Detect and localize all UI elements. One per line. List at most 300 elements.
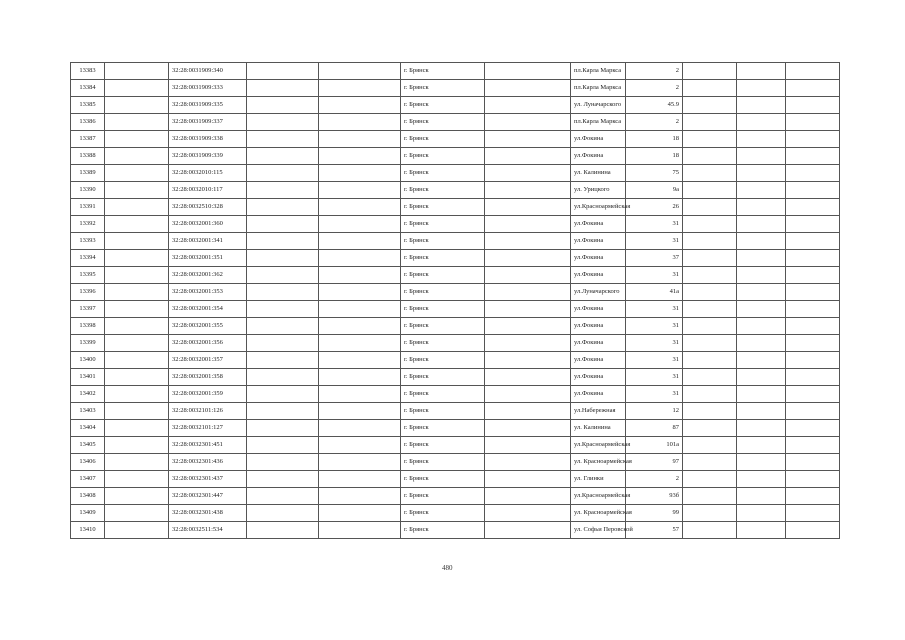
cadastral-number-cell: 32:28:0031909:335 — [169, 97, 247, 114]
house-number-cell: 18 — [626, 131, 683, 148]
row-number-cell: 13400 — [71, 352, 105, 369]
empty-cell — [737, 471, 786, 488]
empty-cell — [319, 97, 401, 114]
empty-cell — [105, 352, 169, 369]
row-number-cell: 13402 — [71, 386, 105, 403]
empty-cell — [737, 182, 786, 199]
empty-cell — [737, 352, 786, 369]
empty-cell — [786, 199, 840, 216]
cadastral-number-cell: 32:28:0032001:357 — [169, 352, 247, 369]
table-row — [71, 148, 840, 165]
empty-cell — [247, 352, 319, 369]
house-number-cell: 31 — [626, 335, 683, 352]
empty-cell — [319, 131, 401, 148]
empty-cell — [737, 369, 786, 386]
empty-cell — [105, 182, 169, 199]
row-number-cell: 13394 — [71, 250, 105, 267]
empty-cell — [247, 250, 319, 267]
cadastral-number-cell: 32:28:0032010:117 — [169, 182, 247, 199]
empty-cell — [683, 114, 737, 131]
row-number-cell: 13403 — [71, 403, 105, 420]
empty-cell — [247, 131, 319, 148]
empty-cell — [319, 386, 401, 403]
empty-cell — [485, 199, 571, 216]
empty-cell — [247, 335, 319, 352]
city-cell: г. Брянск — [401, 522, 485, 539]
empty-cell — [319, 80, 401, 97]
empty-cell — [319, 318, 401, 335]
empty-cell — [683, 335, 737, 352]
city-cell: г. Брянск — [401, 454, 485, 471]
empty-cell — [319, 199, 401, 216]
house-number-cell: 101а — [626, 437, 683, 454]
table-row — [71, 335, 840, 352]
empty-cell — [319, 250, 401, 267]
empty-cell — [319, 148, 401, 165]
empty-cell — [786, 131, 840, 148]
empty-cell — [247, 522, 319, 539]
empty-cell — [485, 386, 571, 403]
cadastral-number-cell: 32:28:0032301:447 — [169, 488, 247, 505]
house-number-cell: 2 — [626, 471, 683, 488]
city-cell: г. Брянск — [401, 369, 485, 386]
cadastral-number-cell: 32:28:0032001:341 — [169, 233, 247, 250]
empty-cell — [683, 284, 737, 301]
street-cell: ул.Фокина — [571, 216, 626, 233]
empty-cell — [485, 182, 571, 199]
empty-cell — [737, 505, 786, 522]
empty-cell — [737, 284, 786, 301]
row-number-cell: 13384 — [71, 80, 105, 97]
house-number-cell: 41а — [626, 284, 683, 301]
table-row — [71, 318, 840, 335]
empty-cell — [247, 369, 319, 386]
empty-cell — [683, 216, 737, 233]
cadastral-number-cell: 32:28:0031909:337 — [169, 114, 247, 131]
empty-cell — [105, 403, 169, 420]
city-cell: г. Брянск — [401, 471, 485, 488]
empty-cell — [737, 131, 786, 148]
empty-cell — [485, 454, 571, 471]
city-cell: г. Брянск — [401, 488, 485, 505]
house-number-cell: 31 — [626, 386, 683, 403]
street-cell: ул. Софьи Перовской — [571, 522, 626, 539]
empty-cell — [319, 454, 401, 471]
house-number-cell: 26 — [626, 199, 683, 216]
city-cell: г. Брянск — [401, 386, 485, 403]
empty-cell — [683, 199, 737, 216]
empty-cell — [683, 165, 737, 182]
empty-cell — [247, 318, 319, 335]
empty-cell — [485, 216, 571, 233]
empty-cell — [319, 352, 401, 369]
cadastral-number-cell: 32:28:0032301:437 — [169, 471, 247, 488]
house-number-cell: 12 — [626, 403, 683, 420]
street-cell: ул. Красноармейская — [571, 505, 626, 522]
empty-cell — [485, 80, 571, 97]
street-cell: ул.Фокина — [571, 318, 626, 335]
row-number-cell: 13409 — [71, 505, 105, 522]
empty-cell — [319, 471, 401, 488]
street-cell: ул.Фокина — [571, 267, 626, 284]
empty-cell — [105, 80, 169, 97]
cadastral-number-cell: 32:28:0032001:359 — [169, 386, 247, 403]
empty-cell — [683, 250, 737, 267]
empty-cell — [105, 250, 169, 267]
empty-cell — [737, 522, 786, 539]
city-cell: г. Брянск — [401, 250, 485, 267]
city-cell: г. Брянск — [401, 352, 485, 369]
empty-cell — [105, 369, 169, 386]
empty-cell — [683, 505, 737, 522]
empty-cell — [247, 97, 319, 114]
empty-cell — [247, 216, 319, 233]
house-number-cell: 18 — [626, 148, 683, 165]
house-number-cell: 9а — [626, 182, 683, 199]
empty-cell — [737, 488, 786, 505]
empty-cell — [485, 267, 571, 284]
cadastral-number-cell: 32:28:0032010:115 — [169, 165, 247, 182]
table-row — [71, 437, 840, 454]
table-row — [71, 80, 840, 97]
table-row — [71, 199, 840, 216]
city-cell: г. Брянск — [401, 420, 485, 437]
empty-cell — [786, 352, 840, 369]
empty-cell — [737, 437, 786, 454]
empty-cell — [737, 165, 786, 182]
empty-cell — [485, 301, 571, 318]
cadastral-number-cell: 32:28:0032301:451 — [169, 437, 247, 454]
row-number-cell: 13389 — [71, 165, 105, 182]
table-row — [71, 131, 840, 148]
empty-cell — [737, 199, 786, 216]
empty-cell — [786, 80, 840, 97]
empty-cell — [105, 471, 169, 488]
row-number-cell: 13392 — [71, 216, 105, 233]
empty-cell — [319, 182, 401, 199]
cadastral-number-cell: 32:28:0032301:438 — [169, 505, 247, 522]
empty-cell — [105, 131, 169, 148]
empty-cell — [737, 233, 786, 250]
empty-cell — [485, 369, 571, 386]
empty-cell — [485, 148, 571, 165]
empty-cell — [247, 165, 319, 182]
empty-cell — [786, 505, 840, 522]
table-row — [71, 284, 840, 301]
table-row — [71, 420, 840, 437]
cadastral-number-cell: 32:28:0031909:333 — [169, 80, 247, 97]
row-number-cell: 13408 — [71, 488, 105, 505]
empty-cell — [683, 97, 737, 114]
street-cell: ул.Фокина — [571, 148, 626, 165]
empty-cell — [683, 420, 737, 437]
empty-cell — [105, 199, 169, 216]
empty-cell — [485, 420, 571, 437]
row-number-cell: 13388 — [71, 148, 105, 165]
empty-cell — [247, 148, 319, 165]
empty-cell — [247, 80, 319, 97]
empty-cell — [247, 182, 319, 199]
empty-cell — [105, 386, 169, 403]
empty-cell — [105, 267, 169, 284]
empty-cell — [786, 454, 840, 471]
row-number-cell: 13386 — [71, 114, 105, 131]
empty-cell — [247, 420, 319, 437]
city-cell: г. Брянск — [401, 301, 485, 318]
house-number-cell: 37 — [626, 250, 683, 267]
empty-cell — [247, 386, 319, 403]
table-row — [71, 233, 840, 250]
street-cell: ул. Калинина — [571, 165, 626, 182]
empty-cell — [683, 318, 737, 335]
empty-cell — [786, 437, 840, 454]
cadastral-number-cell: 32:28:0031909:340 — [169, 63, 247, 80]
empty-cell — [319, 284, 401, 301]
empty-cell — [683, 131, 737, 148]
table-row — [71, 471, 840, 488]
street-cell: ул.Красноармейская — [571, 488, 626, 505]
house-number-cell: 2 — [626, 114, 683, 131]
cadastral-number-cell: 32:28:0032510:328 — [169, 199, 247, 216]
house-number-cell: 57 — [626, 522, 683, 539]
empty-cell — [683, 369, 737, 386]
city-cell: г. Брянск — [401, 182, 485, 199]
city-cell: г. Брянск — [401, 233, 485, 250]
empty-cell — [105, 505, 169, 522]
empty-cell — [485, 522, 571, 539]
street-cell: пл.Карла Маркса — [571, 114, 626, 131]
row-number-cell: 13405 — [71, 437, 105, 454]
empty-cell — [737, 403, 786, 420]
page-number: 480 — [442, 564, 453, 572]
city-cell: г. Брянск — [401, 148, 485, 165]
empty-cell — [737, 114, 786, 131]
empty-cell — [786, 522, 840, 539]
cadastral-number-cell: 32:28:0032301:436 — [169, 454, 247, 471]
empty-cell — [247, 437, 319, 454]
empty-cell — [247, 114, 319, 131]
row-number-cell: 13407 — [71, 471, 105, 488]
empty-cell — [786, 284, 840, 301]
empty-cell — [786, 148, 840, 165]
house-number-cell: 93б — [626, 488, 683, 505]
empty-cell — [683, 488, 737, 505]
street-cell: ул.Фокина — [571, 233, 626, 250]
empty-cell — [485, 97, 571, 114]
street-cell: ул.Набережная — [571, 403, 626, 420]
empty-cell — [485, 471, 571, 488]
city-cell: г. Брянск — [401, 199, 485, 216]
table-row — [71, 216, 840, 233]
row-number-cell: 13397 — [71, 301, 105, 318]
empty-cell — [737, 420, 786, 437]
empty-cell — [247, 199, 319, 216]
empty-cell — [319, 114, 401, 131]
empty-cell — [485, 114, 571, 131]
house-number-cell: 87 — [626, 420, 683, 437]
empty-cell — [485, 250, 571, 267]
house-number-cell: 2 — [626, 63, 683, 80]
empty-cell — [105, 335, 169, 352]
street-cell: ул. Глинки — [571, 471, 626, 488]
table-row — [71, 488, 840, 505]
empty-cell — [786, 420, 840, 437]
table-row — [71, 369, 840, 386]
empty-cell — [485, 284, 571, 301]
empty-cell — [786, 267, 840, 284]
city-cell: г. Брянск — [401, 335, 485, 352]
empty-cell — [247, 301, 319, 318]
empty-cell — [319, 420, 401, 437]
cadastral-number-cell: 32:28:0032001:351 — [169, 250, 247, 267]
empty-cell — [105, 148, 169, 165]
empty-cell — [737, 80, 786, 97]
empty-cell — [485, 233, 571, 250]
row-number-cell: 13398 — [71, 318, 105, 335]
cadastral-number-cell: 32:28:0032001:354 — [169, 301, 247, 318]
empty-cell — [485, 131, 571, 148]
empty-cell — [247, 403, 319, 420]
empty-cell — [319, 369, 401, 386]
street-cell: ул.Красноармейская — [571, 199, 626, 216]
empty-cell — [683, 403, 737, 420]
empty-cell — [737, 301, 786, 318]
house-number-cell: 31 — [626, 267, 683, 284]
empty-cell — [683, 182, 737, 199]
empty-cell — [786, 97, 840, 114]
city-cell: г. Брянск — [401, 63, 485, 80]
empty-cell — [485, 403, 571, 420]
empty-cell — [105, 437, 169, 454]
street-cell: ул.Фокина — [571, 352, 626, 369]
empty-cell — [683, 386, 737, 403]
table-row — [71, 267, 840, 284]
street-cell: пл.Карла Маркса — [571, 80, 626, 97]
empty-cell — [786, 386, 840, 403]
empty-cell — [319, 488, 401, 505]
empty-cell — [247, 267, 319, 284]
city-cell: г. Брянск — [401, 318, 485, 335]
table-body — [71, 63, 840, 539]
empty-cell — [319, 403, 401, 420]
street-cell: ул. Калинина — [571, 420, 626, 437]
empty-cell — [786, 233, 840, 250]
empty-cell — [737, 454, 786, 471]
city-cell: г. Брянск — [401, 284, 485, 301]
empty-cell — [319, 267, 401, 284]
empty-cell — [319, 63, 401, 80]
empty-cell — [247, 505, 319, 522]
row-number-cell: 13383 — [71, 63, 105, 80]
house-number-cell: 45.9 — [626, 97, 683, 114]
row-number-cell: 13404 — [71, 420, 105, 437]
house-number-cell: 31 — [626, 352, 683, 369]
empty-cell — [737, 63, 786, 80]
empty-cell — [786, 301, 840, 318]
house-number-cell: 75 — [626, 165, 683, 182]
empty-cell — [737, 250, 786, 267]
empty-cell — [105, 233, 169, 250]
empty-cell — [786, 114, 840, 131]
street-cell: пл.Карла Маркса — [571, 63, 626, 80]
empty-cell — [319, 216, 401, 233]
empty-cell — [319, 437, 401, 454]
table-row — [71, 182, 840, 199]
row-number-cell: 13399 — [71, 335, 105, 352]
empty-cell — [786, 488, 840, 505]
cadastral-number-cell: 32:28:0031909:338 — [169, 131, 247, 148]
city-cell: г. Брянск — [401, 131, 485, 148]
cadastral-number-cell: 32:28:0032001:356 — [169, 335, 247, 352]
empty-cell — [105, 114, 169, 131]
empty-cell — [105, 454, 169, 471]
empty-cell — [786, 471, 840, 488]
city-cell: г. Брянск — [401, 114, 485, 131]
empty-cell — [105, 318, 169, 335]
street-cell: ул. Красноармейская — [571, 454, 626, 471]
property-register-table — [70, 62, 840, 539]
cadastral-number-cell: 32:28:0032101:127 — [169, 420, 247, 437]
table-row — [71, 403, 840, 420]
empty-cell — [737, 386, 786, 403]
empty-cell — [737, 97, 786, 114]
empty-cell — [737, 267, 786, 284]
empty-cell — [485, 63, 571, 80]
empty-cell — [319, 522, 401, 539]
city-cell: г. Брянск — [401, 97, 485, 114]
empty-cell — [683, 267, 737, 284]
house-number-cell: 99 — [626, 505, 683, 522]
row-number-cell: 13393 — [71, 233, 105, 250]
empty-cell — [786, 63, 840, 80]
empty-cell — [786, 182, 840, 199]
house-number-cell: 2 — [626, 80, 683, 97]
empty-cell — [786, 369, 840, 386]
street-cell: ул.Фокина — [571, 131, 626, 148]
table-row — [71, 454, 840, 471]
empty-cell — [683, 233, 737, 250]
empty-cell — [683, 80, 737, 97]
empty-cell — [105, 216, 169, 233]
house-number-cell: 31 — [626, 369, 683, 386]
empty-cell — [683, 301, 737, 318]
street-cell: ул. Урицкого — [571, 182, 626, 199]
street-cell: ул.Фокина — [571, 335, 626, 352]
empty-cell — [786, 335, 840, 352]
cadastral-number-cell: 32:28:0032001:355 — [169, 318, 247, 335]
house-number-cell: 31 — [626, 216, 683, 233]
empty-cell — [485, 165, 571, 182]
empty-cell — [737, 148, 786, 165]
row-number-cell: 13406 — [71, 454, 105, 471]
cadastral-number-cell: 32:28:0032001:362 — [169, 267, 247, 284]
empty-cell — [105, 284, 169, 301]
house-number-cell: 31 — [626, 301, 683, 318]
empty-cell — [247, 284, 319, 301]
empty-cell — [485, 488, 571, 505]
street-cell: ул.Красноармейская — [571, 437, 626, 454]
house-number-cell: 31 — [626, 318, 683, 335]
empty-cell — [105, 97, 169, 114]
empty-cell — [485, 437, 571, 454]
cadastral-number-cell: 32:28:0032001:353 — [169, 284, 247, 301]
empty-cell — [105, 165, 169, 182]
street-cell: ул.Фокина — [571, 301, 626, 318]
table-row — [71, 165, 840, 182]
empty-cell — [786, 216, 840, 233]
row-number-cell: 13410 — [71, 522, 105, 539]
empty-cell — [485, 505, 571, 522]
